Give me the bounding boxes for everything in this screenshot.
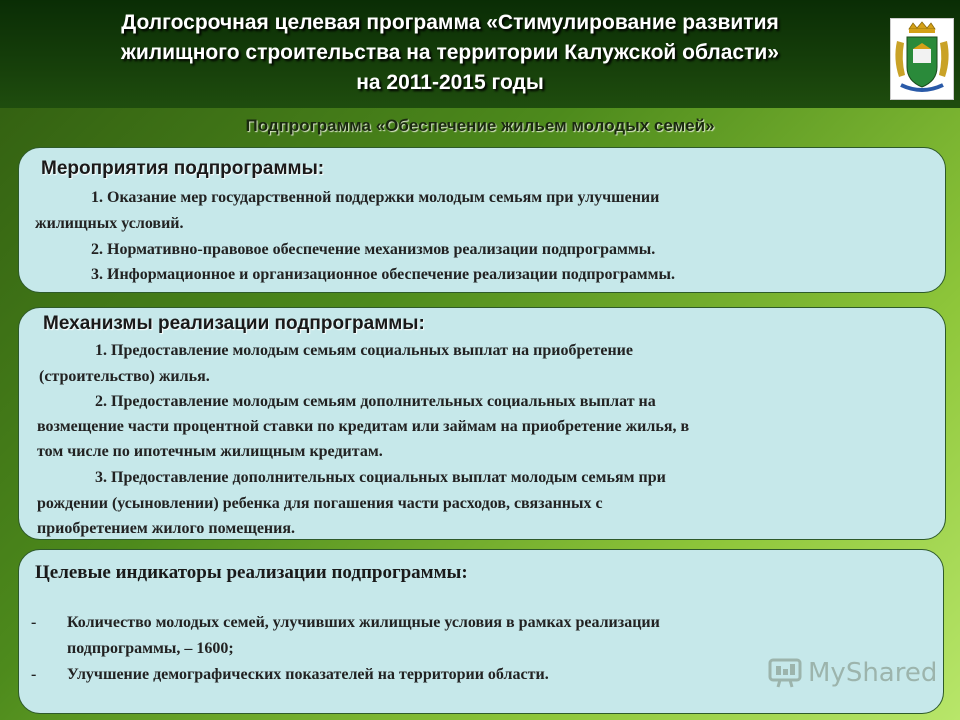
measures-heading: Мероприятия подпрограммы: <box>41 158 325 179</box>
mechanisms-line: возмещение части процентной ставки по кредитам или займам на приобретение жилья, в <box>37 418 690 435</box>
title-line-1: Долгосрочная целевая программа «Стимулирование развития <box>121 11 779 34</box>
myshared-logo-icon <box>768 658 802 688</box>
mechanisms-panel <box>18 307 946 540</box>
indicator-line: Количество молодых семей, улучивших жилищные условия в рамках реализации <box>67 614 660 631</box>
bullet-dash: - <box>31 614 37 631</box>
indicator-line: Улучшение демографических показателей на территории области. <box>67 666 549 683</box>
watermark-text: MyShared <box>808 658 938 688</box>
mechanisms-line: 3. Предоставление дополнительных социальных выплат молодым семьям при <box>95 469 666 486</box>
indicators-heading: Целевые индикаторы реализации подпрограммы: <box>35 562 468 583</box>
mechanisms-line: приобретением жилого помещения. <box>37 520 296 537</box>
mechanisms-line: том числе по ипотечным жилищным кредитам. <box>37 443 383 460</box>
measures-line: жилищных условий. <box>35 215 184 232</box>
indicator-line: подпрограммы, – 1600; <box>67 640 234 657</box>
bullet-dash: - <box>31 666 37 683</box>
slide-title <box>40 8 860 98</box>
mechanisms-line: 1. Предоставление молодым семьям социальных выплат на приобретение <box>95 342 633 359</box>
title-line-3: на 2011-2015 годы <box>356 71 544 94</box>
measures-line: 2. Нормативно-правовое обеспечение механизмов реализации подпрограммы. <box>91 241 656 258</box>
coat-of-arms-icon <box>890 18 954 100</box>
mechanisms-line: рождении (усыновлении) ребенка для погашения части расходов, связанных с <box>37 495 603 512</box>
measures-line: 3. Информационное и организационное обеспечение реализации подпрограммы. <box>91 266 675 283</box>
measures-line: 1. Оказание мер государственной поддержки молодым семьям при улучшении <box>91 189 660 206</box>
measures-panel <box>18 147 946 293</box>
title-line-2: жилищного строительства на территории Калужской области» <box>120 41 779 64</box>
mechanisms-heading: Механизмы реализации подпрограммы: <box>43 313 425 334</box>
slide-header <box>0 0 960 108</box>
mechanisms-line: 2. Предоставление молодым семьям дополнительных социальных выплат на <box>95 393 656 410</box>
mechanisms-line: (строительство) жилья. <box>39 368 210 385</box>
myshared-watermark <box>768 655 937 691</box>
subprogram-title: Подпрограмма «Обеспечение жильем молодых семей» <box>245 116 715 135</box>
